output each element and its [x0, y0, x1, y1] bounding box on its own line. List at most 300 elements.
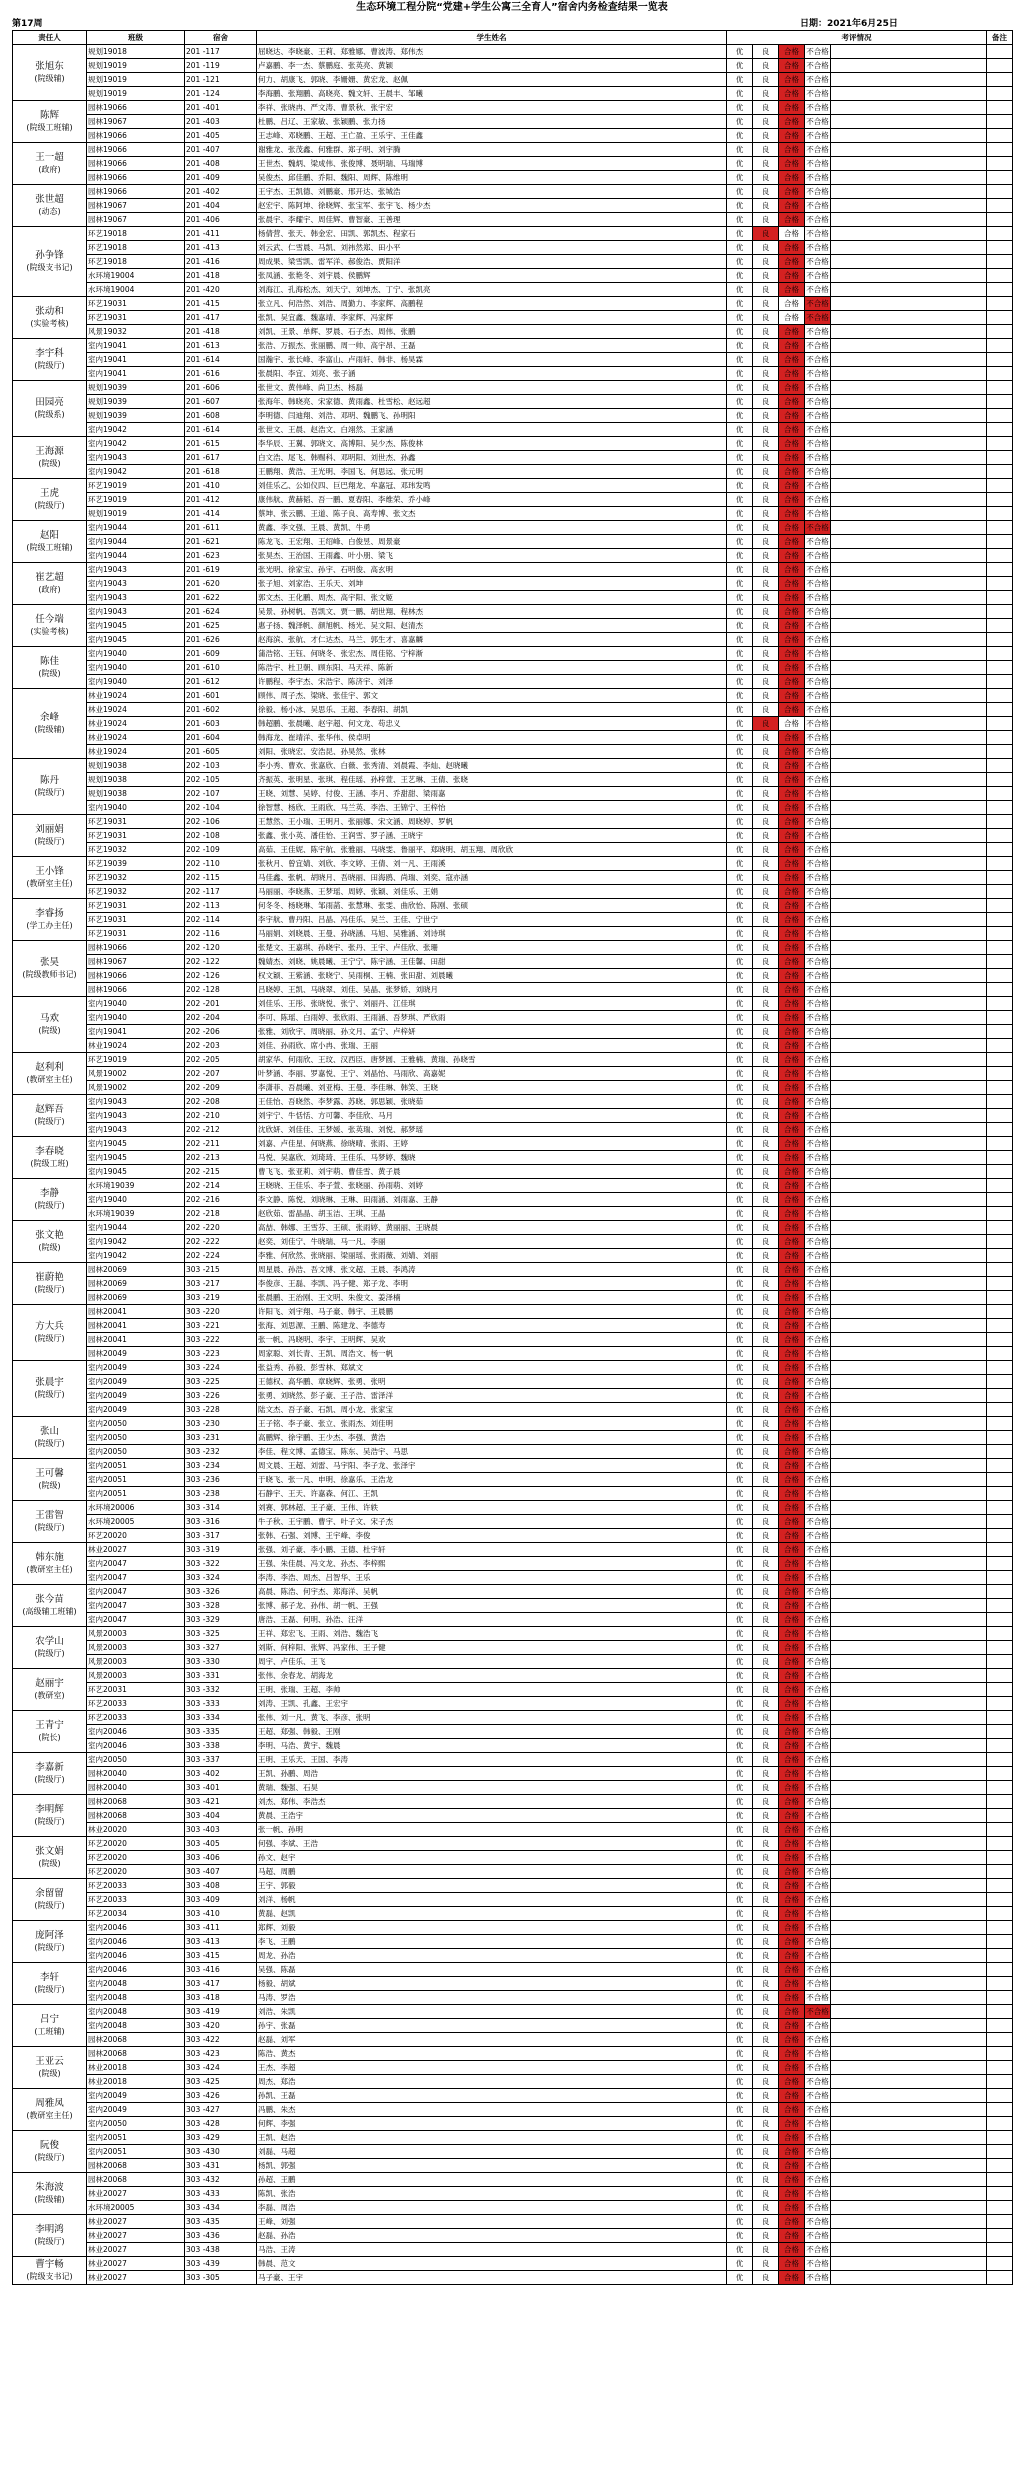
grade-cell: 良: [753, 1711, 779, 1725]
grade-spacer-cell: [831, 2159, 987, 2173]
table-row: [13, 1347, 1013, 1361]
grade-cell: 良: [753, 717, 779, 731]
grade-cell: 不合格: [805, 185, 831, 199]
grade-cell: 不合格: [805, 325, 831, 339]
grade-spacer-cell: [831, 423, 987, 437]
table-row: [13, 1459, 1013, 1473]
grade-cell: 优: [727, 409, 753, 423]
grade-cell: 优: [727, 563, 753, 577]
room-cell: 303 -326: [185, 1585, 257, 1599]
table-row: [13, 2019, 1013, 2033]
grade-cell: 优: [727, 1949, 753, 1963]
grade-spacer-cell: [831, 129, 987, 143]
room-cell: 202 -213: [185, 1151, 257, 1165]
grade-cell: 合格: [779, 1081, 805, 1095]
owner-cell: [13, 1361, 87, 1417]
remark-cell: [987, 983, 1013, 997]
grade-cell: 良: [753, 1417, 779, 1431]
grade-cell: 良: [753, 1137, 779, 1151]
grade-cell: 优: [727, 1221, 753, 1235]
class-cell: 园林19067: [87, 199, 185, 213]
table-row: [13, 1613, 1013, 1627]
class-cell: 园林19066: [87, 185, 185, 199]
class-cell: 室内19040: [87, 1193, 185, 1207]
members-cell: 韩晨、范文: [257, 2257, 727, 2271]
grade-spacer-cell: [831, 983, 987, 997]
grade-cell: 良: [753, 773, 779, 787]
remark-cell: [987, 647, 1013, 661]
grade-cell: 合格: [779, 353, 805, 367]
owner-role: (院级厅): [34, 1522, 65, 1532]
grade-cell: 不合格: [805, 2131, 831, 2145]
owner-role: (工班辅): [34, 2026, 65, 2036]
remark-cell: [987, 1333, 1013, 1347]
class-cell: 室内20048: [87, 1991, 185, 2005]
members-cell: 杜鹏、吕辽、王家敏、张颖鹏、张力扬: [257, 115, 727, 129]
grade-cell: 优: [727, 2061, 753, 2075]
grade-cell: 良: [753, 465, 779, 479]
members-cell: 陈浩、黄杰: [257, 2047, 727, 2061]
class-cell: 林业20027: [87, 2187, 185, 2201]
owner-role: (院级): [38, 668, 61, 678]
members-cell: 王子铭、李子豪、张立、张雨杰、刘佳明: [257, 1417, 727, 1431]
grade-cell: 合格: [779, 577, 805, 591]
table-row: [13, 1501, 1013, 1515]
grade-cell: 合格: [779, 171, 805, 185]
remark-cell: [987, 157, 1013, 171]
table-row: [13, 1291, 1013, 1305]
grade-cell: 不合格: [805, 1739, 831, 1753]
class-cell: 环艺19031: [87, 899, 185, 913]
grade-cell: 良: [753, 157, 779, 171]
grade-cell: 不合格: [805, 591, 831, 605]
grade-cell: 合格: [779, 1529, 805, 1543]
grade-cell: 良: [753, 2131, 779, 2145]
grade-cell: 良: [753, 703, 779, 717]
grade-cell: 合格: [779, 2061, 805, 2075]
owner-name: 余峰: [39, 711, 59, 723]
grade-cell: 不合格: [805, 1655, 831, 1669]
grade-cell: 不合格: [805, 1585, 831, 1599]
members-cell: 赵磊、孙浩: [257, 2229, 727, 2243]
grade-spacer-cell: [831, 1767, 987, 1781]
grade-spacer-cell: [831, 857, 987, 871]
table-row: [13, 927, 1013, 941]
grade-cell: 合格: [779, 2005, 805, 2019]
grade-cell: 优: [727, 143, 753, 157]
class-cell: 室内20046: [87, 1725, 185, 1739]
grade-spacer-cell: [831, 1039, 987, 1053]
grade-cell: 合格: [779, 255, 805, 269]
grade-cell: 优: [727, 647, 753, 661]
room-cell: 303 -421: [185, 1795, 257, 1809]
grade-cell: 优: [727, 2019, 753, 2033]
table-row: [13, 2103, 1013, 2117]
class-cell: 室内19042: [87, 1249, 185, 1263]
grade-cell: 优: [727, 353, 753, 367]
members-cell: 马超、周鹏: [257, 1865, 727, 1879]
class-cell: 环艺19031: [87, 815, 185, 829]
grade-cell: 不合格: [805, 1809, 831, 1823]
room-cell: 303 -405: [185, 1837, 257, 1851]
owner-cell: [13, 2005, 87, 2047]
table-row: [13, 899, 1013, 913]
members-cell: 马浩、王涛: [257, 2243, 727, 2257]
grade-spacer-cell: [831, 1081, 987, 1095]
grade-cell: 合格: [779, 297, 805, 311]
table-body: [13, 45, 1013, 2285]
remark-cell: [987, 2271, 1013, 2285]
table-row: [13, 171, 1013, 185]
owner-name: 曹宇畅: [35, 2258, 64, 2270]
owner-role: (教研室主任): [26, 878, 73, 888]
grade-cell: 优: [727, 1627, 753, 1641]
room-cell: 201 -402: [185, 185, 257, 199]
members-cell: 张博、郝子龙、孙伟、胡一帆、王强: [257, 1599, 727, 1613]
grade-spacer-cell: [831, 1501, 987, 1515]
remark-cell: [987, 1305, 1013, 1319]
remark-cell: [987, 941, 1013, 955]
grade-cell: 优: [727, 1697, 753, 1711]
owner-role: (院级厅): [34, 1774, 65, 1784]
table-row: [13, 1193, 1013, 1207]
grade-cell: 良: [753, 73, 779, 87]
class-cell: 室内19043: [87, 1109, 185, 1123]
grade-cell: 良: [753, 2145, 779, 2159]
members-cell: 李海鹏、张翔鹏、高晓亮、魏文轩、王晨丰、邹曦: [257, 87, 727, 101]
grade-cell: 合格: [779, 2173, 805, 2187]
room-cell: 202 -224: [185, 1249, 257, 1263]
grade-spacer-cell: [831, 2187, 987, 2201]
grade-cell: 良: [753, 871, 779, 885]
table-row: [13, 185, 1013, 199]
grade-cell: 不合格: [805, 59, 831, 73]
room-cell: 202 -107: [185, 787, 257, 801]
table-row: [13, 1641, 1013, 1655]
remark-cell: [987, 2061, 1013, 2075]
grade-cell: 优: [727, 773, 753, 787]
owner-cell: [13, 2257, 87, 2285]
grade-cell: 不合格: [805, 381, 831, 395]
grade-cell: 合格: [779, 2201, 805, 2215]
members-cell: 张晨阳、李宜、刘亮、张子涵: [257, 367, 727, 381]
grade-cell: 良: [753, 1837, 779, 1851]
room-cell: 201 -612: [185, 675, 257, 689]
room-cell: 201 -415: [185, 297, 257, 311]
grade-cell: 合格: [779, 1739, 805, 1753]
owner-name: 张文艳: [35, 1229, 64, 1241]
owner-name: 陈辉: [39, 109, 59, 121]
owner-role: (院级辅): [34, 2194, 65, 2204]
grade-cell: 不合格: [805, 899, 831, 913]
table-row: [13, 227, 1013, 241]
remark-cell: [987, 857, 1013, 871]
owner-cell: [13, 1501, 87, 1543]
members-cell: 郭文杰、王化鹏、周杰、高宇阳、张文姬: [257, 591, 727, 605]
class-cell: 室内19043: [87, 451, 185, 465]
grade-spacer-cell: [831, 1291, 987, 1305]
grade-cell: 不合格: [805, 2187, 831, 2201]
inspection-table: [12, 30, 1013, 2285]
grade-cell: 不合格: [805, 2005, 831, 2019]
grade-cell: 优: [727, 1137, 753, 1151]
grade-cell: 良: [753, 1095, 779, 1109]
grade-cell: 优: [727, 605, 753, 619]
class-cell: 园林20041: [87, 1319, 185, 1333]
grade-cell: 良: [753, 1949, 779, 1963]
owner-role: (院级): [38, 1025, 61, 1035]
owner-name: 庞阿泽: [35, 1929, 64, 1941]
grade-cell: 优: [727, 829, 753, 843]
grade-spacer-cell: [831, 899, 987, 913]
grade-spacer-cell: [831, 1711, 987, 1725]
grade-spacer-cell: [831, 1529, 987, 1543]
grade-cell: 良: [753, 969, 779, 983]
members-cell: 周杰、郑浩: [257, 2075, 727, 2089]
owner-role: (院长): [38, 1732, 61, 1742]
grade-cell: 不合格: [805, 199, 831, 213]
table-row: [13, 87, 1013, 101]
grade-spacer-cell: [831, 255, 987, 269]
class-cell: 室内20050: [87, 2117, 185, 2131]
grade-cell: 合格: [779, 941, 805, 955]
grade-cell: 良: [753, 549, 779, 563]
grade-spacer-cell: [831, 1571, 987, 1585]
grade-cell: 不合格: [805, 73, 831, 87]
room-cell: 303 -334: [185, 1711, 257, 1725]
remark-cell: [987, 829, 1013, 843]
table-row: [13, 1753, 1013, 1767]
members-cell: 张海、刘思源、王鹏、陈建龙、李德寿: [257, 1319, 727, 1333]
grade-cell: 优: [727, 1025, 753, 1039]
owner-role: (实验考核): [30, 318, 69, 328]
grade-cell: 良: [753, 2271, 779, 2285]
grade-spacer-cell: [831, 1347, 987, 1361]
grade-cell: 优: [727, 731, 753, 745]
grade-cell: 优: [727, 297, 753, 311]
class-cell: 园林20069: [87, 1277, 185, 1291]
table-row: [13, 661, 1013, 675]
members-cell: 张鑫、张小英、潘佳怡、王润雪、罗子涵、王晓宇: [257, 829, 727, 843]
owner-name: 王亚云: [35, 2055, 64, 2067]
class-cell: 室内20051: [87, 1459, 185, 1473]
grade-cell: 合格: [779, 493, 805, 507]
remark-cell: [987, 1123, 1013, 1137]
table-row: [13, 73, 1013, 87]
members-cell: 李宇航、曹丹阳、吕晶、冯佳乐、吴兰、王佳、宁世宁: [257, 913, 727, 927]
room-cell: 202 -220: [185, 1221, 257, 1235]
grade-cell: 良: [753, 1473, 779, 1487]
grade-cell: 优: [727, 1683, 753, 1697]
remark-cell: [987, 1319, 1013, 1333]
room-cell: 303 -413: [185, 1935, 257, 1949]
table-row: [13, 759, 1013, 773]
owner-cell: [13, 437, 87, 479]
table-row: [13, 1991, 1013, 2005]
members-cell: 谢雅龙、张茂鑫、何雅群、郑子明、刘宇腾: [257, 143, 727, 157]
grade-spacer-cell: [831, 1473, 987, 1487]
grade-cell: 合格: [779, 1753, 805, 1767]
owner-role: (院级支书记): [26, 262, 73, 272]
members-cell: 张晨宇、李耀宇、周佳辉、曹智豪、王善理: [257, 213, 727, 227]
grade-spacer-cell: [831, 2047, 987, 2061]
owner-cell: [13, 1417, 87, 1459]
grade-spacer-cell: [831, 157, 987, 171]
room-cell: 201 -608: [185, 409, 257, 423]
members-cell: 王慧然、王小瑞、王明月、张丽娜、宋文涵、周晓婷、罗帆: [257, 815, 727, 829]
owner-cell: [13, 1627, 87, 1669]
grade-cell: 不合格: [805, 227, 831, 241]
room-cell: 201 -614: [185, 353, 257, 367]
room-cell: 202 -116: [185, 927, 257, 941]
table-row: [13, 2131, 1013, 2145]
grade-cell: 不合格: [805, 1305, 831, 1319]
grade-cell: 优: [727, 2159, 753, 2173]
remark-cell: [987, 1067, 1013, 1081]
grade-cell: 优: [727, 1193, 753, 1207]
class-cell: 室内20047: [87, 1571, 185, 1585]
grade-cell: 优: [727, 2131, 753, 2145]
grade-cell: 优: [727, 325, 753, 339]
table-row: [13, 1025, 1013, 1039]
owner-name: 吕宁: [39, 2013, 59, 2025]
class-cell: 环艺19031: [87, 927, 185, 941]
owner-role: (实验考核): [30, 626, 69, 636]
grade-cell: 优: [727, 787, 753, 801]
grade-cell: 合格: [779, 1907, 805, 1921]
grade-cell: 良: [753, 1627, 779, 1641]
grade-cell: 良: [753, 1781, 779, 1795]
grade-cell: 不合格: [805, 171, 831, 185]
grade-cell: 优: [727, 759, 753, 773]
class-cell: 室内19045: [87, 619, 185, 633]
grade-spacer-cell: [831, 507, 987, 521]
room-cell: 201 -412: [185, 493, 257, 507]
grade-cell: 优: [727, 1879, 753, 1893]
class-cell: 园林19066: [87, 101, 185, 115]
grade-cell: 合格: [779, 1389, 805, 1403]
remark-cell: [987, 423, 1013, 437]
owner-role: (教研室主任): [26, 1074, 73, 1084]
grade-cell: 良: [753, 1585, 779, 1599]
table-row: [13, 157, 1013, 171]
owner-cell: [13, 2173, 87, 2215]
grade-cell: 优: [727, 675, 753, 689]
table-row: [13, 703, 1013, 717]
grade-cell: 优: [727, 1151, 753, 1165]
members-cell: 张伟、刘一凡、黄飞、李彦、张明: [257, 1711, 727, 1725]
owner-name: 方大兵: [35, 1320, 64, 1332]
grade-cell: 合格: [779, 857, 805, 871]
grade-cell: 合格: [779, 325, 805, 339]
room-cell: 201 -625: [185, 619, 257, 633]
class-cell: 室内19044: [87, 549, 185, 563]
grade-cell: 合格: [779, 2145, 805, 2159]
grade-cell: 优: [727, 1851, 753, 1865]
grade-cell: 不合格: [805, 507, 831, 521]
class-cell: 室内20051: [87, 1473, 185, 1487]
remark-cell: [987, 2019, 1013, 2033]
grade-spacer-cell: [831, 1823, 987, 1837]
owner-cell: [13, 521, 87, 563]
grade-cell: 良: [753, 1669, 779, 1683]
members-cell: 张晨鹏、王治刚、王文明、朱俊文、姜泽楠: [257, 1291, 727, 1305]
class-cell: 环艺20034: [87, 1907, 185, 1921]
grade-cell: 优: [727, 45, 753, 59]
grade-cell: 优: [727, 885, 753, 899]
class-cell: 室内19042: [87, 465, 185, 479]
owner-role: (政府): [38, 584, 61, 594]
grade-cell: 良: [753, 647, 779, 661]
room-cell: 201 -119: [185, 59, 257, 73]
remark-cell: [987, 801, 1013, 815]
grade-cell: 不合格: [805, 2047, 831, 2061]
class-cell: 园林20041: [87, 1333, 185, 1347]
table-row: [13, 1781, 1013, 1795]
grade-cell: 优: [727, 1389, 753, 1403]
members-cell: 李明、马浩、黄宇、魏晨: [257, 1739, 727, 1753]
table-row: [13, 675, 1013, 689]
class-cell: 林业20027: [87, 2243, 185, 2257]
grade-cell: 优: [727, 1473, 753, 1487]
grade-spacer-cell: [831, 213, 987, 227]
owner-cell: [13, 563, 87, 605]
grade-cell: 良: [753, 1655, 779, 1669]
table-row: [13, 2201, 1013, 2215]
room-cell: 202 -222: [185, 1235, 257, 1249]
grade-cell: 不合格: [805, 1949, 831, 1963]
grade-cell: 良: [753, 45, 779, 59]
grade-cell: 良: [753, 213, 779, 227]
grade-cell: 优: [727, 157, 753, 171]
members-cell: 刘杰、郑伟、李浩杰: [257, 1795, 727, 1809]
room-cell: 201 -602: [185, 703, 257, 717]
members-cell: 周成果、梁雪凯、雷军洋、郝俊浩、贾阳洋: [257, 255, 727, 269]
table-row: [13, 1319, 1013, 1333]
room-cell: 303 -430: [185, 2145, 257, 2159]
grade-cell: 不合格: [805, 129, 831, 143]
members-cell: 曹飞飞、张亚莉、刘宇萌、曹佳雪、黄子晨: [257, 1165, 727, 1179]
room-cell: 201 -601: [185, 689, 257, 703]
remark-cell: [987, 1795, 1013, 1809]
room-cell: 201 -413: [185, 241, 257, 255]
grade-cell: 优: [727, 1795, 753, 1809]
grade-cell: 良: [753, 885, 779, 899]
grade-cell: 优: [727, 549, 753, 563]
grade-cell: 优: [727, 311, 753, 325]
grade-cell: 不合格: [805, 1879, 831, 1893]
grade-cell: 良: [753, 1053, 779, 1067]
owner-cell: [13, 647, 87, 689]
grade-cell: 不合格: [805, 1515, 831, 1529]
table-row: [13, 507, 1013, 521]
class-cell: 规划19019: [87, 59, 185, 73]
grade-cell: 优: [727, 465, 753, 479]
grade-cell: 合格: [779, 1683, 805, 1697]
grade-cell: 合格: [779, 409, 805, 423]
class-cell: 水环境20006: [87, 1501, 185, 1515]
owner-cell: [13, 1221, 87, 1263]
grade-cell: 合格: [779, 717, 805, 731]
grade-cell: 良: [753, 1977, 779, 1991]
class-cell: 室内20049: [87, 2089, 185, 2103]
grade-spacer-cell: [831, 1879, 987, 1893]
grade-spacer-cell: [831, 1557, 987, 1571]
grade-spacer-cell: [831, 1305, 987, 1319]
grade-cell: 优: [727, 1249, 753, 1263]
grade-cell: 良: [753, 1109, 779, 1123]
grade-spacer-cell: [831, 1753, 987, 1767]
